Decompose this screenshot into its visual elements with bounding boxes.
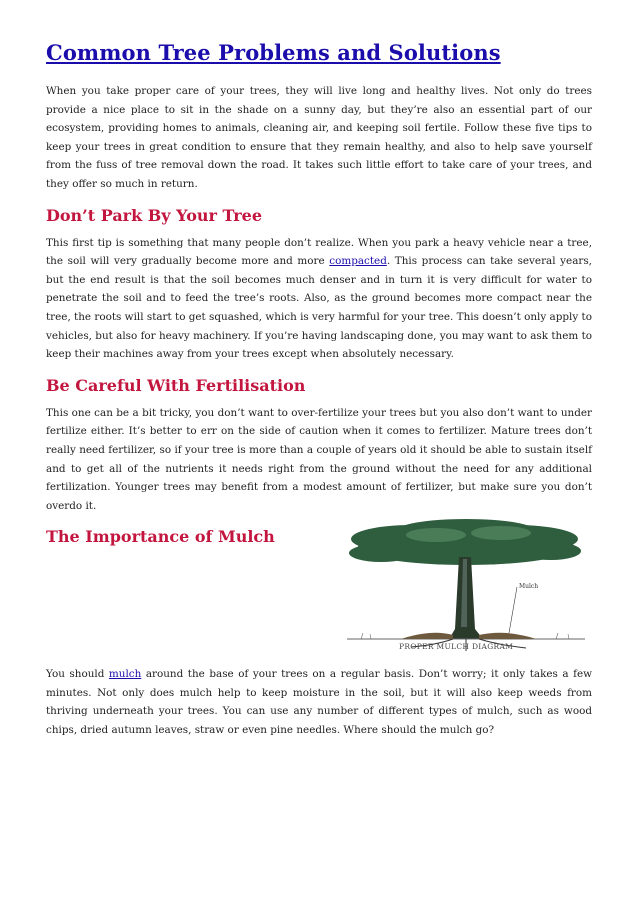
section-heading-parking: Don’t Park By Your Tree	[46, 205, 263, 225]
tree-illustration	[341, 517, 591, 661]
diagram-mulch-label: Mulch	[519, 583, 539, 591]
intro-paragraph: When you take proper care of your trees, they will live long and healthy lives. Not only do trees provide a nice place to sit in the shade on a sunny day, but they’re also an essential part of our ecosystem, providing homes to animals, cleaning air, and keeping soil fertile. Follow these five tips to keep your trees in great condition to ensure that they remain healthy, and also to help save yourself from the fuss of tree removal down the road. It takes such little effort to take care of your trees, and they offer so much in return.	[46, 85, 592, 190]
diagram-caption: PROPER MULCH DIAGRAM	[399, 642, 514, 652]
mulch-paragraph	[46, 665, 592, 739]
parking-paragraph	[46, 234, 592, 364]
mulch-diagram-image	[341, 517, 591, 661]
mulch-link[interactable]: mulch	[108, 668, 142, 681]
parking-text-end: . This process can take several years, but the end result is that the soil becomes much denser and in turn it is very difficult for water to penetrate the soil and to feed the tree’s roots. Also, as the ground becomes more compact near the tree, the roots will start to get squashed, which is very harmful for your tree. This doesn’t only apply to vehicles, but also for heavy machinery. If you’re having landscaping done, you may want to ask them to keep their machines away from your trees except when absolutely necessary.	[46, 255, 592, 361]
mulch-section	[46, 525, 592, 665]
mulch-text-end: around the base of your trees on a regular basis. Don’t worry; it only takes a few minutes. Not only does mulch help to keep moisture in the soil, but it will also keep weeds from thriving underneath your trees. You can use any number of different types of mulch, such as wood chips, dried autumn leaves, straw or even pine needles. Where should the mulch go?	[46, 668, 592, 737]
section-heading-mulch: The Importance of Mulch	[46, 527, 275, 547]
compacted-link[interactable]: compacted	[329, 255, 387, 268]
section-heading-fertilisation: Be Careful With Fertilisation	[46, 375, 306, 395]
parking-text-start: This first tip is something that many people don’t realize. When you park a heavy vehicle near a tree, the soil will very gradually become more and more	[46, 236, 592, 268]
page-title: Common Tree Problems and Solutions	[46, 40, 501, 65]
fertilisation-paragraph: This one can be a bit tricky, you don’t want to over-fertilize your trees but you also don’t want to under fertilize either. It’s better to err on the side of caution when it comes to fertilizer. Mature trees don’t really need fertilizer, so if your tree is more than a couple of years old it should be able to sustain itself and to get all of the nutrients it needs right from the ground without the need for any additional fertilization. Younger trees may benefit from a modest amount of fertilizer, but make sure you don’t overdo it.	[46, 406, 592, 512]
mulch-text-start: You should	[46, 668, 109, 681]
